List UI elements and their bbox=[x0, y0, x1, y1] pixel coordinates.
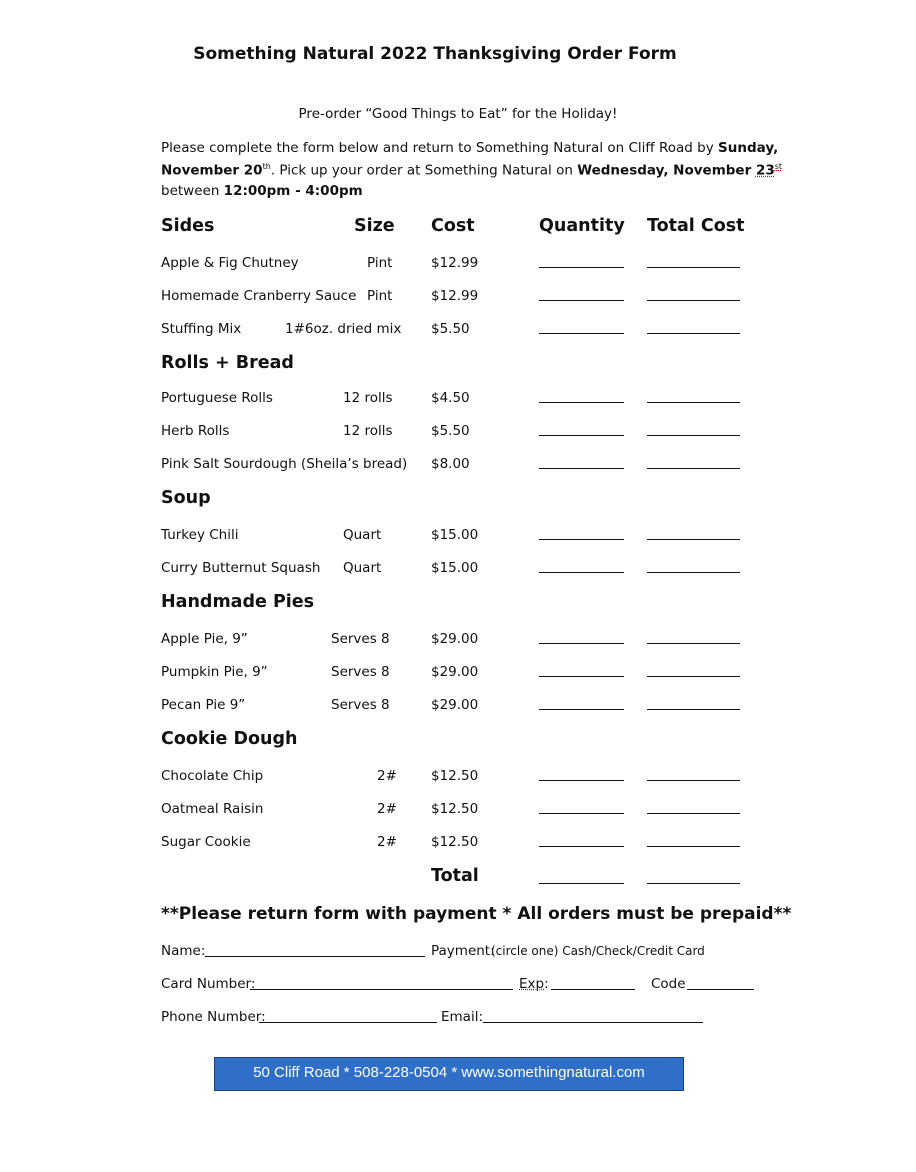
item-name: Apple Pie, 9” bbox=[161, 631, 248, 647]
item-size: Quart bbox=[343, 527, 382, 543]
item-name: Sugar Cookie bbox=[161, 834, 251, 850]
quantity-field[interactable] bbox=[539, 468, 624, 469]
intro-line-2 bbox=[161, 162, 782, 179]
total-cost-field[interactable] bbox=[647, 402, 740, 403]
item-name: Herb Rolls bbox=[161, 423, 230, 439]
item-size: Quart bbox=[343, 560, 382, 576]
card-number-field[interactable] bbox=[250, 989, 513, 990]
intro-deadline-day: Sunday, bbox=[718, 140, 779, 156]
total-cost-field[interactable] bbox=[647, 267, 740, 268]
phone-label: Phone Number: bbox=[161, 1009, 266, 1025]
item-cost: $12.50 bbox=[431, 768, 479, 784]
item-size: Serves 8 bbox=[331, 631, 390, 647]
quantity-field[interactable] bbox=[539, 435, 624, 436]
item-name: Portuguese Rolls bbox=[161, 390, 273, 406]
email-field[interactable] bbox=[483, 1022, 703, 1023]
item-size: Pint bbox=[367, 288, 393, 304]
item-cost: $12.50 bbox=[431, 834, 479, 850]
quantity-field[interactable] bbox=[539, 676, 624, 677]
item-cost: $12.50 bbox=[431, 801, 479, 817]
item-size: 2# bbox=[377, 768, 397, 784]
section-title-cookie: Cookie Dough bbox=[161, 729, 298, 749]
item-cost: $15.00 bbox=[431, 560, 479, 576]
code-label: Code bbox=[651, 976, 686, 992]
code-field[interactable] bbox=[687, 989, 754, 990]
name-label: Name: bbox=[161, 943, 206, 959]
item-size: 2# bbox=[377, 834, 397, 850]
total-cost-field[interactable] bbox=[647, 300, 740, 301]
intro-line-3 bbox=[161, 183, 363, 199]
quantity-field[interactable] bbox=[539, 402, 624, 403]
card-number-label: Card Number: bbox=[161, 976, 256, 992]
item-cost: $4.50 bbox=[431, 390, 470, 406]
grand-total-field[interactable] bbox=[647, 883, 740, 884]
item-cost: $8.00 bbox=[431, 456, 470, 472]
item-size: Serves 8 bbox=[331, 697, 390, 713]
total-cost-field[interactable] bbox=[647, 813, 740, 814]
total-label: Total bbox=[431, 866, 479, 886]
section-title-rolls: Rolls + Bread bbox=[161, 353, 294, 373]
item-name: Homemade Cranberry Sauce bbox=[161, 288, 357, 304]
header-quantity: Quantity bbox=[539, 216, 625, 236]
item-size: Serves 8 bbox=[331, 664, 390, 680]
phone-field[interactable] bbox=[259, 1022, 437, 1023]
intro-text: Please complete the form below and return to Something Natural on Cliff Road by bbox=[161, 140, 719, 156]
total-cost-field[interactable] bbox=[647, 780, 740, 781]
item-cost: $5.50 bbox=[431, 423, 470, 439]
header-cost: Cost bbox=[431, 216, 475, 236]
section-title-soup: Soup bbox=[161, 488, 211, 508]
item-size: 12 rolls bbox=[343, 390, 393, 406]
section-title-pies: Handmade Pies bbox=[161, 592, 315, 612]
page-title: Something Natural 2022 Thanksgiving Order Form bbox=[193, 44, 677, 64]
total-quantity-field[interactable] bbox=[539, 883, 624, 884]
quantity-field[interactable] bbox=[539, 813, 624, 814]
total-cost-field[interactable] bbox=[647, 709, 740, 710]
item-cost: $15.00 bbox=[431, 527, 479, 543]
payment-notice: **Please return form with payment * All orders must be prepaid** bbox=[161, 904, 792, 924]
quantity-field[interactable] bbox=[539, 333, 624, 334]
intro-line-1 bbox=[161, 140, 778, 156]
total-cost-field[interactable] bbox=[647, 846, 740, 847]
sup-th: th bbox=[262, 162, 271, 171]
footer-contact: 50 Cliff Road * 508-228-0504 * www.somethingnatural.com bbox=[214, 1057, 684, 1091]
quantity-field[interactable] bbox=[539, 846, 624, 847]
item-cost: $29.00 bbox=[431, 697, 479, 713]
quantity-field[interactable] bbox=[539, 539, 624, 540]
item-size: 1#6oz. dried mix bbox=[285, 321, 402, 337]
subtitle: Pre-order “Good Things to Eat” for the Holiday! bbox=[298, 106, 618, 122]
payment-options[interactable]: (circle one) Cash/Check/Credit Card bbox=[491, 944, 705, 958]
quantity-field[interactable] bbox=[539, 643, 624, 644]
intro-pickup-text: . Pick up your order at Something Natural on bbox=[270, 162, 578, 179]
item-cost: $12.99 bbox=[431, 255, 479, 271]
intro-pickup-date: 23 bbox=[755, 162, 775, 179]
item-size: 2# bbox=[377, 801, 397, 817]
quantity-field[interactable] bbox=[539, 267, 624, 268]
item-cost: $5.50 bbox=[431, 321, 470, 337]
item-name: Stuffing Mix bbox=[161, 321, 242, 337]
total-cost-field[interactable] bbox=[647, 643, 740, 644]
total-cost-field[interactable] bbox=[647, 572, 740, 573]
total-cost-field[interactable] bbox=[647, 676, 740, 677]
intro-deadline-date: November 20 bbox=[161, 162, 263, 179]
header-total-cost: Total Cost bbox=[647, 216, 745, 236]
item-name: Chocolate Chip bbox=[161, 768, 264, 784]
intro-between: between bbox=[161, 183, 224, 199]
item-cost: $29.00 bbox=[431, 631, 479, 647]
item-size: 12 rolls bbox=[343, 423, 393, 439]
intro-pickup-day: Wednesday, November bbox=[577, 162, 756, 179]
total-cost-field[interactable] bbox=[647, 435, 740, 436]
quantity-field[interactable] bbox=[539, 780, 624, 781]
email-label: Email: bbox=[441, 1009, 484, 1025]
quantity-field[interactable] bbox=[539, 572, 624, 573]
exp-label-wrap: Exp: bbox=[519, 976, 549, 992]
intro-pickup-time: 12:00pm - 4:00pm bbox=[223, 183, 363, 199]
quantity-field[interactable] bbox=[539, 709, 624, 710]
total-cost-field[interactable] bbox=[647, 468, 740, 469]
item-name: Oatmeal Raisin bbox=[161, 801, 264, 817]
name-field[interactable] bbox=[205, 956, 425, 957]
exp-field[interactable] bbox=[551, 989, 635, 990]
exp-label: Exp bbox=[519, 976, 545, 992]
item-cost: $12.99 bbox=[431, 288, 479, 304]
item-cost: $29.00 bbox=[431, 664, 479, 680]
total-cost-field[interactable] bbox=[647, 539, 740, 540]
payment-label: Payment: bbox=[431, 943, 495, 959]
sup-st: st bbox=[774, 162, 783, 171]
item-name: Curry Butternut Squash bbox=[161, 560, 321, 576]
quantity-field[interactable] bbox=[539, 300, 624, 301]
header-sides: Sides bbox=[161, 216, 215, 236]
item-name: Pink Salt Sourdough (Sheila’s bread) bbox=[161, 456, 408, 472]
item-name: Pecan Pie 9” bbox=[161, 697, 246, 713]
item-name: Apple & Fig Chutney bbox=[161, 255, 299, 271]
total-cost-field[interactable] bbox=[647, 333, 740, 334]
item-name: Pumpkin Pie, 9” bbox=[161, 664, 268, 680]
item-size: Pint bbox=[367, 255, 393, 271]
item-name: Turkey Chili bbox=[161, 527, 239, 543]
header-size: Size bbox=[354, 216, 395, 236]
